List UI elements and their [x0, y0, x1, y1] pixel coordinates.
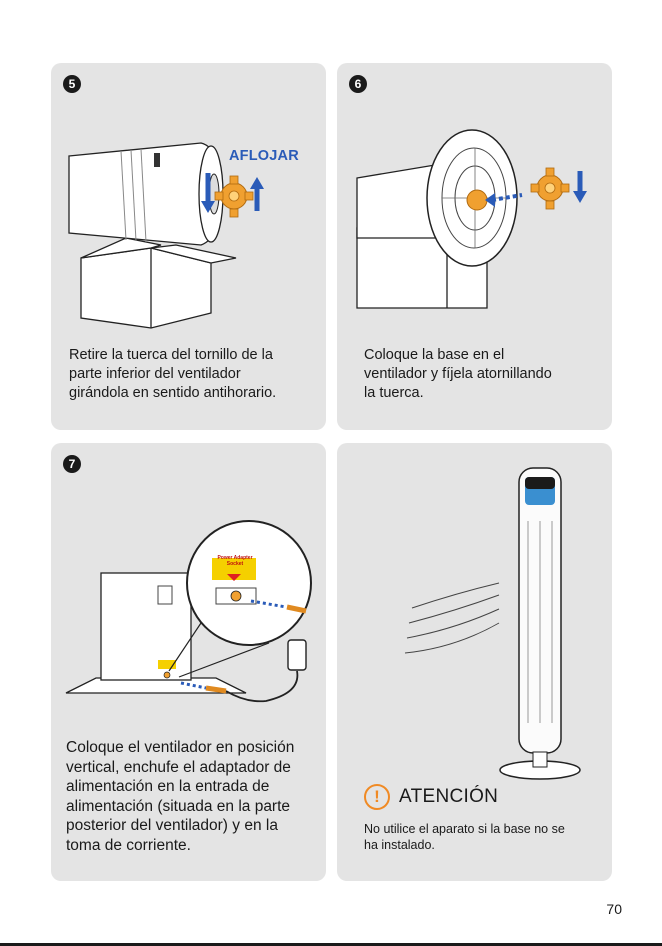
socket-label	[213, 555, 257, 567]
step-5-caption: Retire la tuerca del tornillo de la parte inferior del ventilador girándola en sentido antihorario.	[69, 347, 277, 401]
warning-icon: !	[364, 784, 390, 810]
step-5-panel	[51, 63, 326, 430]
socket-label-line1: Power Adapter	[217, 555, 253, 561]
step-7-caption: Coloque el ventilador en posición vertical, enchufe el adaptador de alimentación en la entrada de alimentación (situada en la parte posterior del ventilador) y en la toma de corriente.	[66, 739, 295, 854]
warning-header	[364, 784, 498, 810]
page-number: 70	[606, 901, 622, 917]
step-7-illustration	[51, 443, 326, 723]
step-number: 5	[63, 75, 81, 93]
fan-upright-illustration	[337, 443, 612, 783]
step-8-panel	[337, 443, 612, 881]
socket-label-line2: Socket	[226, 561, 244, 567]
step-6-number-wrap	[349, 75, 367, 93]
step-number: 7	[63, 455, 81, 473]
step-7-panel	[51, 443, 326, 881]
step-number: 6	[349, 75, 367, 93]
step-5-illustration	[51, 63, 326, 333]
warning-title: ATENCIÓN	[399, 786, 499, 807]
step-6-illustration	[337, 63, 612, 333]
step-6-panel	[337, 63, 612, 430]
loosen-label: AFLOJAR	[229, 148, 299, 164]
step-6-caption: Coloque la base en el ventilador y fíjela atornillando la tuerca.	[364, 347, 552, 401]
warning-text: No utilice el aparato si la base no se ha instalado.	[364, 822, 565, 852]
